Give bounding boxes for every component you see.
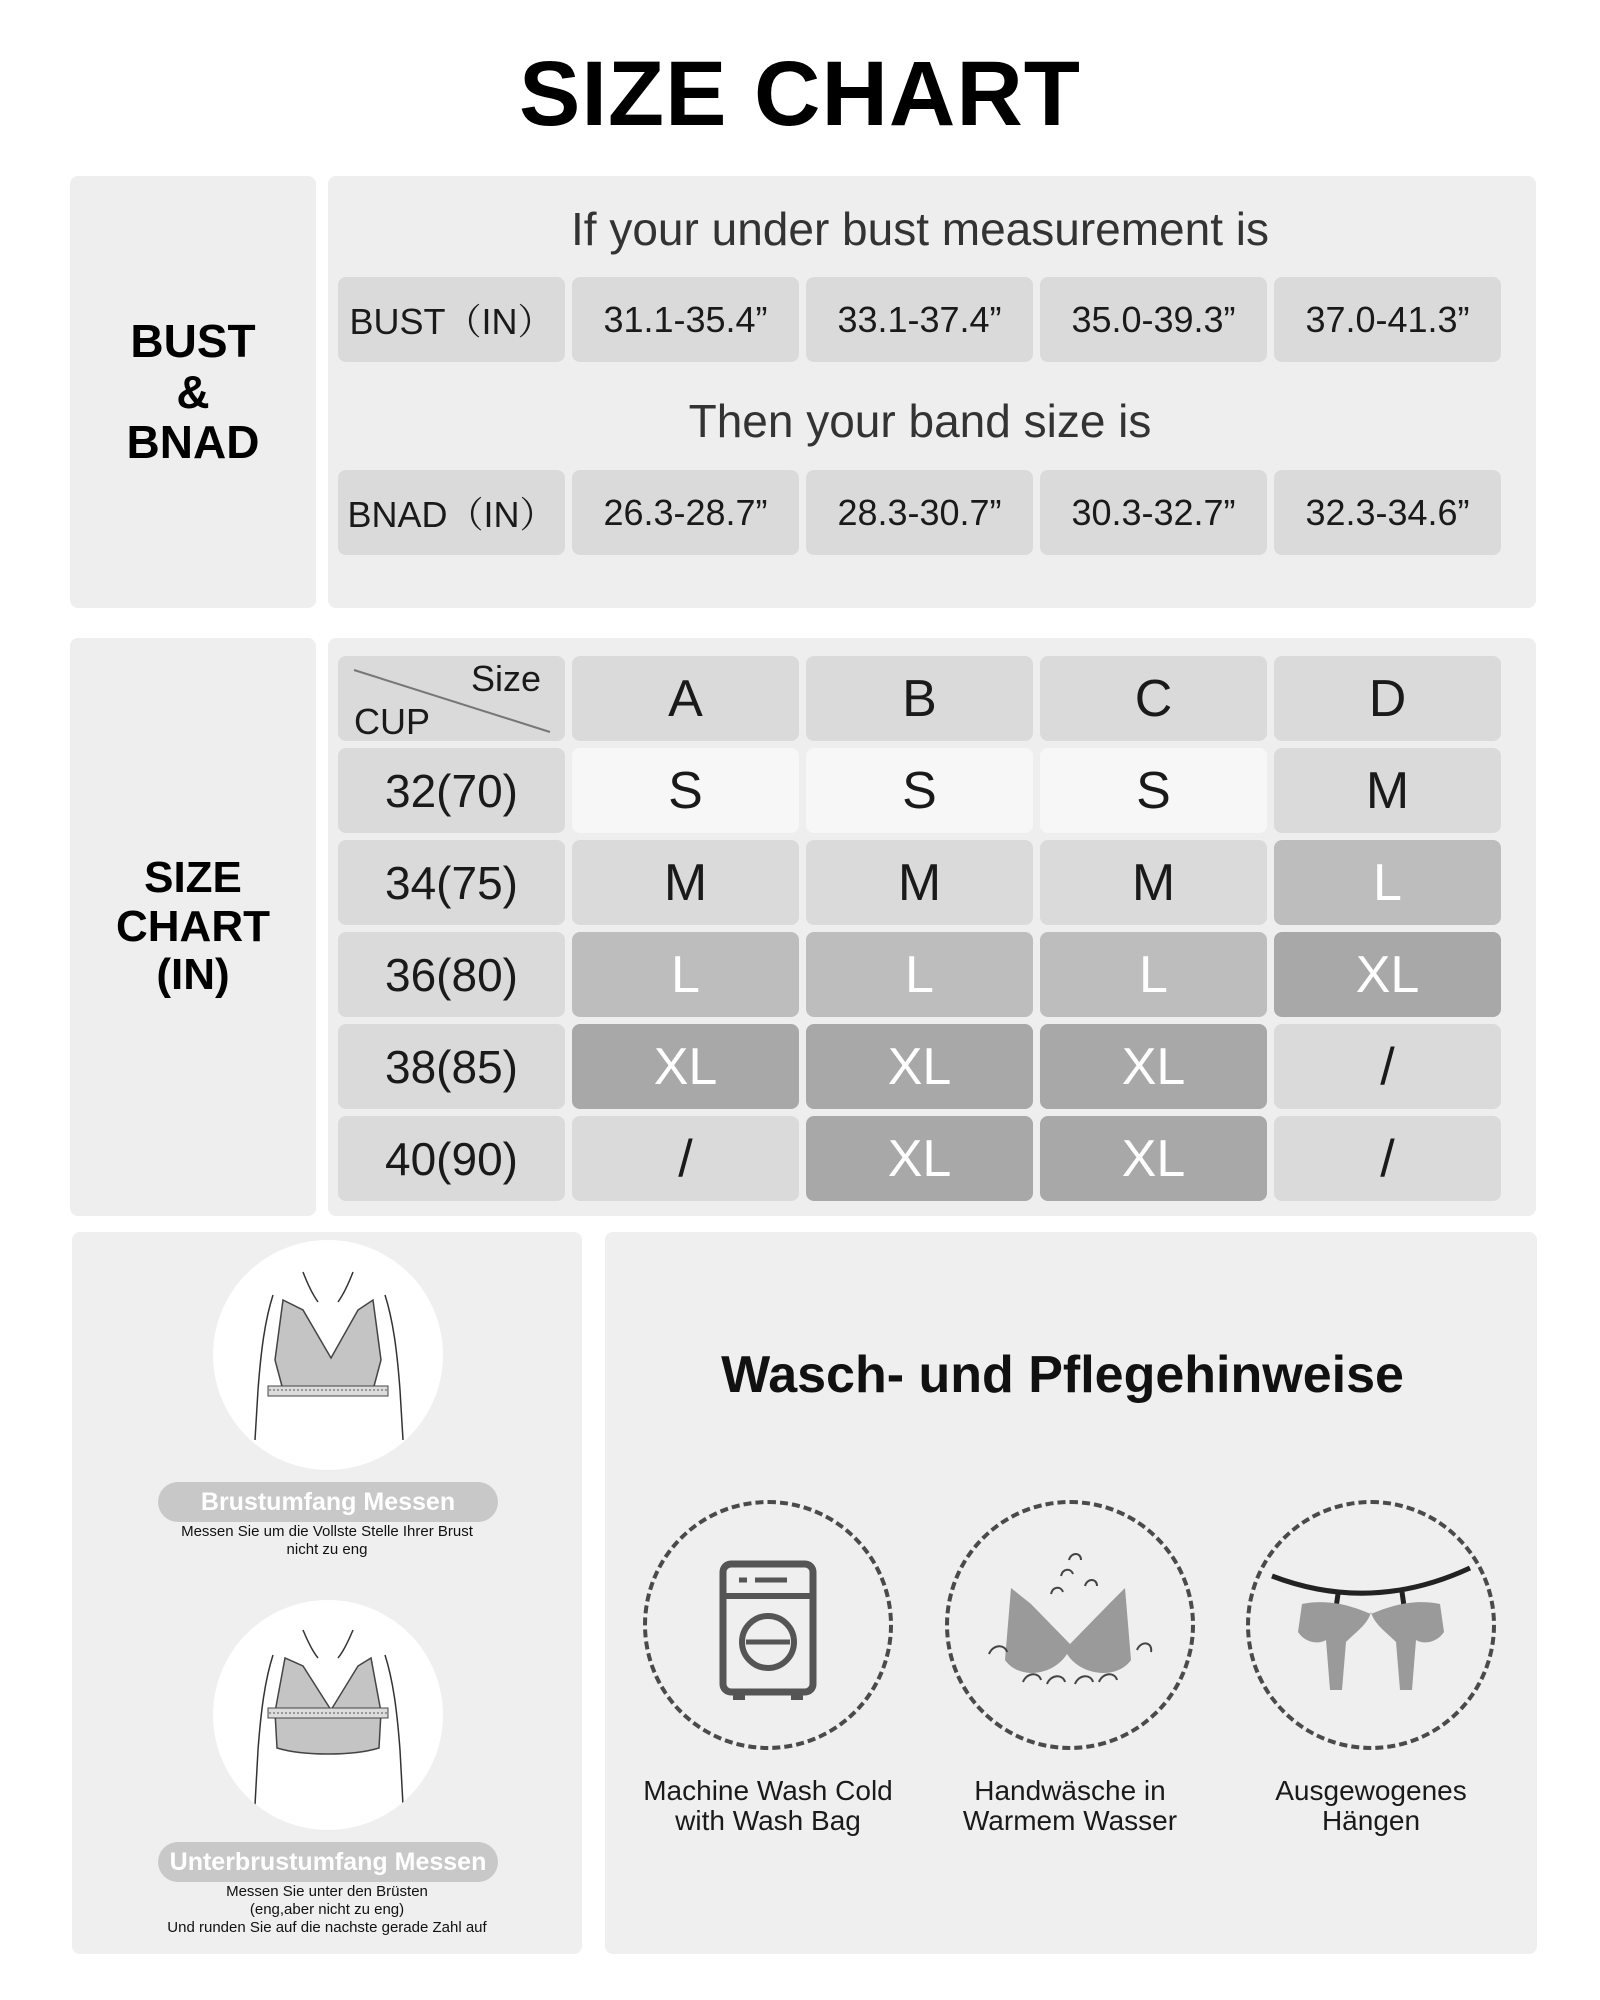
bust-value-cell: 33.1-37.4” xyxy=(806,277,1033,362)
hand-wash-bra-icon xyxy=(945,1500,1195,1750)
band-row-header: 32(70) xyxy=(338,748,565,833)
size-value-cell: L xyxy=(572,932,799,1017)
size-value-cell: XL xyxy=(806,1024,1033,1109)
cup-column-header: C xyxy=(1040,656,1267,741)
band-value-cell: 32.3-34.6” xyxy=(1274,470,1501,555)
size-value-cell: XL xyxy=(572,1024,799,1109)
underbust-measure-note: Messen Sie unter den Brüsten (eng,aber nicht zu eng) Und runden Sie auf die nachste gerade Zahl auf xyxy=(167,1883,487,1936)
cup-column-header: A xyxy=(572,656,799,741)
bust-value-cell: 37.0-41.3” xyxy=(1274,277,1501,362)
bust-row-label: BUST（IN） xyxy=(338,277,565,362)
size-value-cell: L xyxy=(1274,840,1501,925)
hand-wash-label: Handwäsche in Warmem Wasser xyxy=(962,1775,1178,1836)
corner-size-label: Size xyxy=(470,658,541,699)
size-value-cell: XL xyxy=(1040,1116,1267,1201)
size-value-cell: / xyxy=(572,1116,799,1201)
size-value-cell: L xyxy=(806,932,1033,1017)
corner-cup-label: CUP xyxy=(354,701,431,742)
bust-measure-note: Messen Sie um die Vollste Stelle Ihrer Brust nicht zu eng xyxy=(181,1523,473,1558)
bust-measure-icon xyxy=(213,1240,443,1470)
bust-value-cell: 31.1-35.4” xyxy=(572,277,799,362)
band-value-cell: 28.3-30.7” xyxy=(806,470,1033,555)
wash-cold-label: Machine Wash Cold with Wash Bag xyxy=(643,1775,893,1836)
cup-column-header: D xyxy=(1274,656,1501,741)
page-title: SIZE CHART xyxy=(519,43,1081,145)
size-value-cell: L xyxy=(1040,932,1267,1017)
care-title: Wasch- und Pflegehinweise xyxy=(721,1346,1404,1404)
hanging-bra-icon xyxy=(1246,1500,1496,1750)
size-value-cell: M xyxy=(806,840,1033,925)
size-value-cell: M xyxy=(1274,748,1501,833)
size-value-cell: M xyxy=(572,840,799,925)
band-row-header: 40(90) xyxy=(338,1116,565,1201)
size-value-cell: M xyxy=(1040,840,1267,925)
size-value-cell: / xyxy=(1274,1024,1501,1109)
size-side-label: SIZE CHART (IN) xyxy=(116,853,270,1000)
hanging-label: Ausgewogenes Hängen xyxy=(1275,1775,1467,1836)
size-value-cell: S xyxy=(572,748,799,833)
bust-value-cell: 35.0-39.3” xyxy=(1040,277,1267,362)
size-value-cell: S xyxy=(806,748,1033,833)
size-value-cell: XL xyxy=(1040,1024,1267,1109)
band-value-cell: 26.3-28.7” xyxy=(572,470,799,555)
size-value-cell: XL xyxy=(1274,932,1501,1017)
bust-caption: If your under bust measurement is xyxy=(571,203,1269,255)
size-value-cell: S xyxy=(1040,748,1267,833)
band-row-label: BNAD（IN） xyxy=(338,470,565,555)
size-value-cell: XL xyxy=(806,1116,1033,1201)
cup-column-header: B xyxy=(806,656,1033,741)
band-row-header: 36(80) xyxy=(338,932,565,1017)
underbust-measure-pill: Unterbrustumfang Messen xyxy=(158,1842,498,1882)
band-value-cell: 30.3-32.7” xyxy=(1040,470,1267,555)
bust-measure-pill: Brustumfang Messen xyxy=(158,1482,498,1522)
size-value-cell: / xyxy=(1274,1116,1501,1201)
band-row-header: 38(85) xyxy=(338,1024,565,1109)
washing-machine-icon xyxy=(643,1500,893,1750)
band-row-header: 34(75) xyxy=(338,840,565,925)
bust-side-label: BUST & BNAD xyxy=(126,315,260,469)
band-caption: Then your band size is xyxy=(688,395,1152,447)
underbust-measure-icon xyxy=(213,1600,443,1830)
size-cup-corner-cell xyxy=(338,656,565,741)
